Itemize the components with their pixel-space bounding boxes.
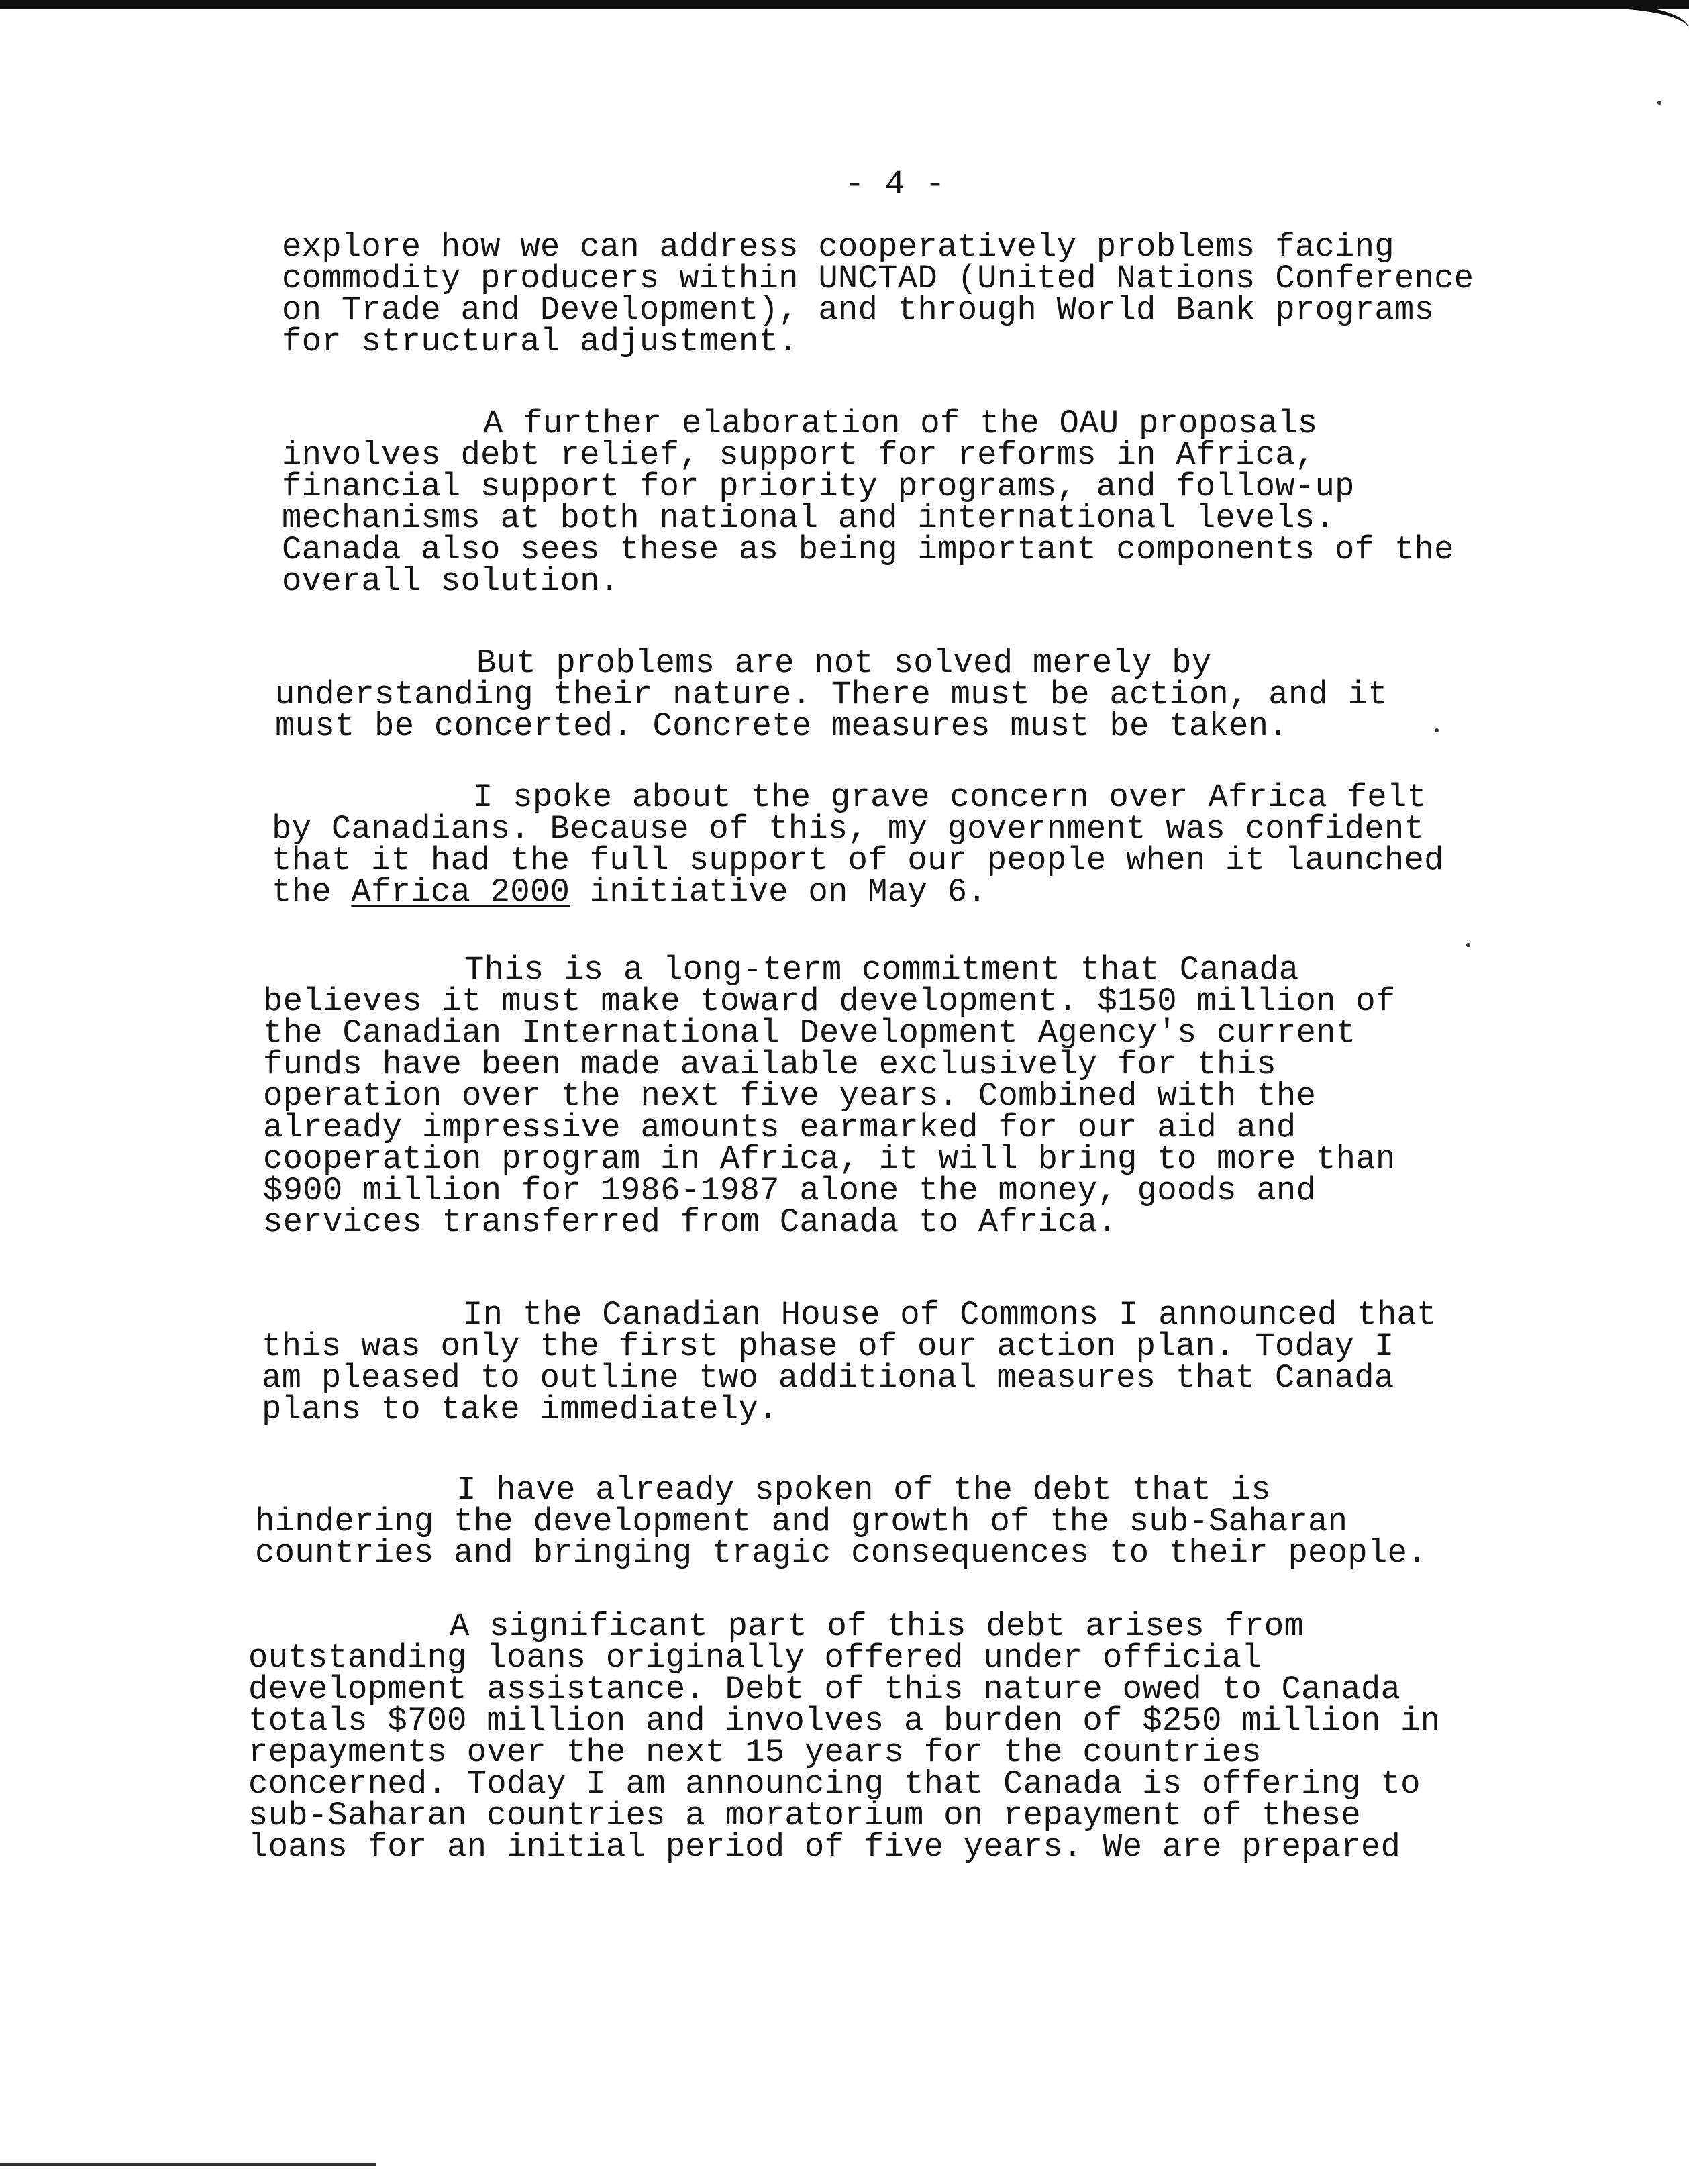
paragraph-4-text-end: initiative on May 6. <box>570 873 987 911</box>
paragraph-6-text: In the Canadian House of Commons I announced that this was only the first phase of our action plan. Today I am pleased to outline two additional measures that Canada plans to take immediately. <box>262 1296 1437 1428</box>
paragraph-1 <box>282 228 1597 360</box>
paragraph-7 <box>255 1471 1570 1572</box>
paragraph-8-text: A significant part of this debt arises from outstanding loans originally offered under official development assistance. Debt of this nature owed to Canada totals $700 million and involves a burden of $250 million in repayments over the next 15 years for the countries concerned. Today I am announcing that Canada is offering to sub-Saharan countries a moratorium on repayment of these loans for an initial period of five years. We are prepared <box>248 1607 1441 1866</box>
bottom-edge-rule <box>0 2163 376 2166</box>
paragraph-5 <box>263 951 1578 1241</box>
scan-speck <box>1657 101 1661 105</box>
africa-2000-title: Africa 2000 <box>351 873 570 911</box>
paragraph-2 <box>282 405 1597 600</box>
scan-speck <box>1466 943 1470 947</box>
paragraph-8 <box>248 1607 1564 1866</box>
paragraph-3-text: But problems are not solved merely by understanding their nature. There must be action, and it must be concerted. Concrete measures must be taken. <box>275 644 1388 745</box>
paragraph-7-text: I have already spoken of the debt that is hindering the development and growth of the sub-Saharan countries and bringing tragic consequences to their people. <box>255 1471 1427 1572</box>
page-number: - 4 - <box>844 166 945 204</box>
paragraph-2-text: A further elaboration of the OAU proposals involves debt relief, support for reforms in Africa, financial support for priority programs, and follow-up mechanisms at both national and international levels. Canada also sees these as being important components of the overall solution. <box>282 405 1454 600</box>
top-edge-rule <box>0 0 1689 9</box>
paragraph-5-text: This is a long-term commitment that Canada believes it must make toward development. $150 million of the Canadian International Development Agency's current funds have been made available exclusively for this operation over the next five years. Combined with the already impressive amounts earmarked for our aid and cooperation program in Africa, it will bring to more than $900 million for 1986-1987 alone the money, goods and services transferred from Canada to Africa. <box>263 951 1396 1241</box>
paragraph-1-text: explore how we can address cooperatively problems facing commodity producers within UNCTAD (United Nations Conference on Trade and Development), and through World Bank programs for structural adjustment. <box>282 228 1474 360</box>
paragraph-4-text: I spoke about the grave concern over Africa felt by Canadians. Because of this, my government was confident that it had the full support of our people when it launched the <box>272 779 1444 911</box>
paragraph-3 <box>275 644 1590 745</box>
paragraph-6 <box>262 1296 1577 1428</box>
paragraph-4 <box>272 779 1587 911</box>
